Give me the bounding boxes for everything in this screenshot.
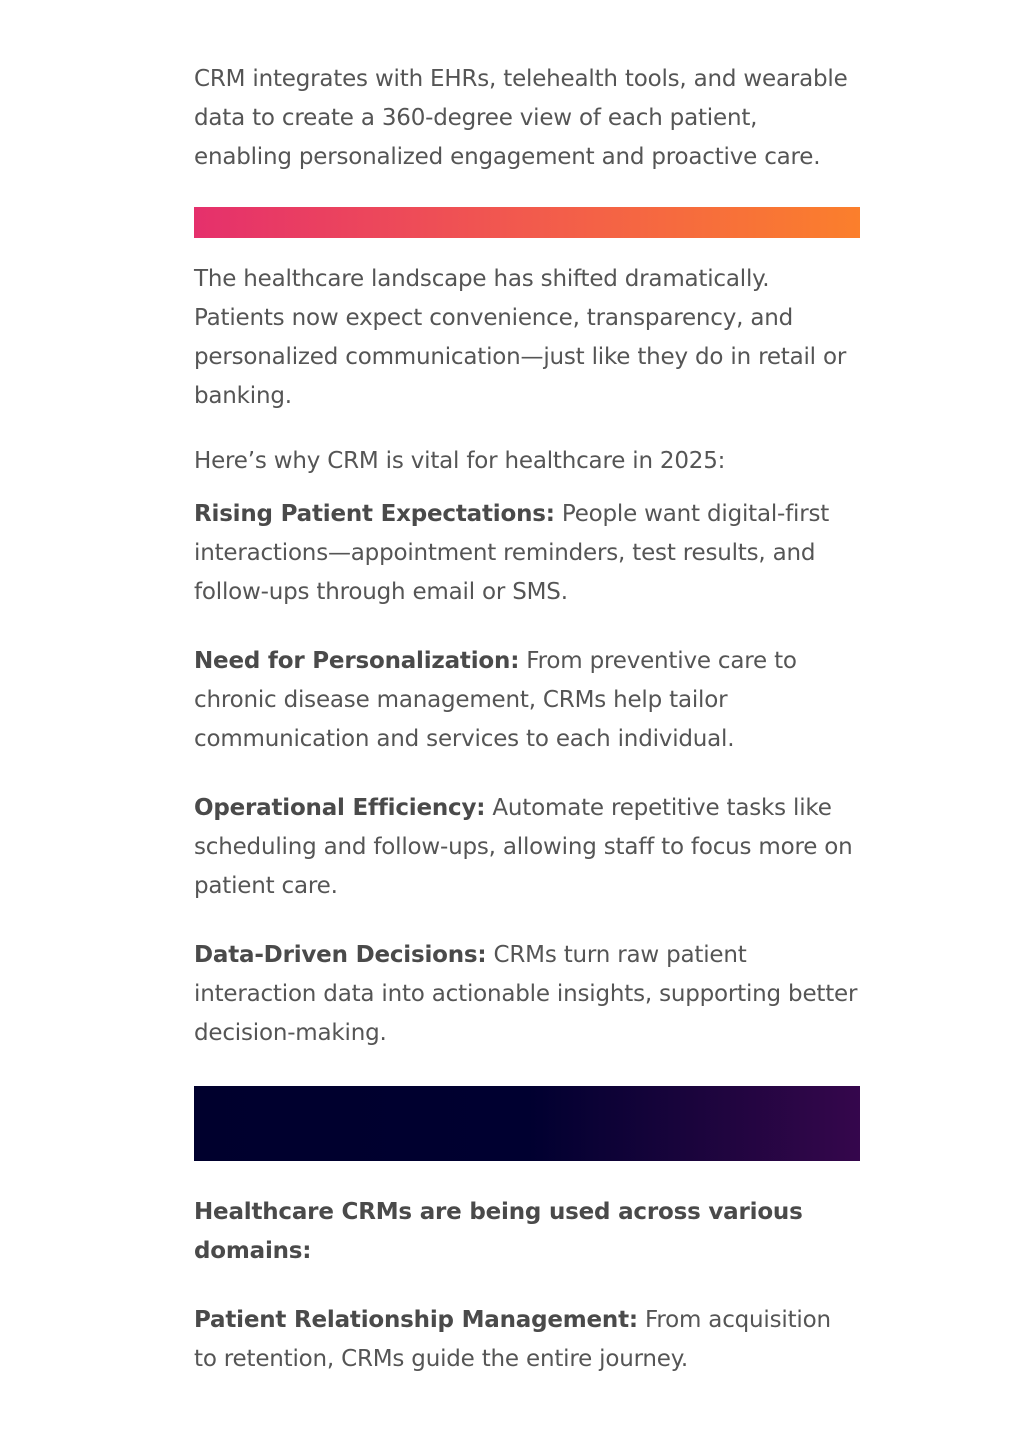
domain-title: Patient Relationship Management: xyxy=(194,1307,638,1333)
reason-item xyxy=(194,789,860,906)
domains-heading: Healthcare CRMs are being used across various domains: xyxy=(194,1199,803,1264)
reason-title: Need for Personalization: xyxy=(194,648,520,674)
intro-paragraph: CRM integrates with EHRs, telehealth tools, and wearable data to create a 360-degree view of each patient, enabling personalized engagement and proactive care. xyxy=(194,66,848,170)
domain-item xyxy=(194,1301,860,1379)
reason-title: Data-Driven Decisions: xyxy=(194,942,487,968)
reason-item xyxy=(194,936,860,1053)
landscape-paragraph: The healthcare landscape has shifted dramatically. Patients now expect convenience, transparency, and personalized communication—just like they do in retail or banking. xyxy=(194,266,847,409)
reason-text: People want digital-first interactions—appointment reminders, test results, and follow-ups through email or SMS. xyxy=(194,501,830,605)
reason-text: From preventive care to chronic disease management, CRMs help tailor communication and services to each individual. xyxy=(194,648,797,752)
reason-text: CRMs turn raw patient interaction data into actionable insights, supporting better decision-making. xyxy=(194,942,858,1046)
domain-text: From acquisition to retention, CRMs guide the entire journey. xyxy=(194,1307,831,1372)
reason-item xyxy=(194,495,860,612)
reason-text: Automate repetitive tasks like scheduling and follow-ups, allowing staff to focus more on patient care. xyxy=(194,795,853,899)
reason-title: Rising Patient Expectations: xyxy=(194,501,555,527)
why-heading: Here’s why CRM is vital for healthcare in 2025: xyxy=(194,448,726,474)
dark-banner xyxy=(194,1086,860,1161)
article-body xyxy=(194,60,860,1409)
gradient-banner xyxy=(194,207,860,238)
reason-item xyxy=(194,642,860,759)
reason-title: Operational Efficiency: xyxy=(194,795,486,821)
